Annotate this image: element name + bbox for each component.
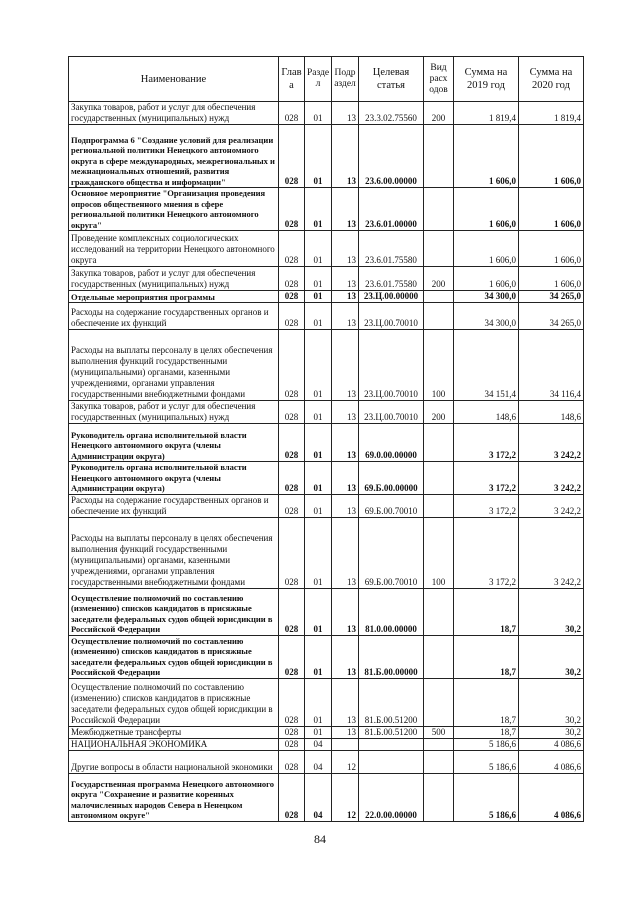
row-glava-cell: 028 — [279, 231, 305, 267]
row-razdel-cell: 01 — [305, 303, 332, 330]
row-vid-cell — [424, 588, 454, 635]
row-sum-2019-cell: 5 186,6 — [454, 738, 519, 750]
row-glava-cell: 028 — [279, 738, 305, 750]
header-article: Целевая статья — [359, 57, 424, 102]
row-name-cell: НАЦИОНАЛЬНАЯ ЭКОНОМИКА — [69, 738, 279, 750]
row-glava-cell: 028 — [279, 750, 305, 773]
row-vid-cell — [424, 750, 454, 773]
table-row — [69, 588, 584, 635]
row-sum-2020-cell: 30,2 — [519, 678, 584, 726]
row-sum-2020-cell: 4 086,6 — [519, 773, 584, 821]
row-article-cell: 81.0.00.00000 — [359, 588, 424, 635]
row-article-cell: 23.6.01.75580 — [359, 231, 424, 267]
table-row — [69, 330, 584, 401]
row-vid-cell — [424, 291, 454, 303]
row-razdel-cell: 01 — [305, 267, 332, 291]
row-razdel-cell: 01 — [305, 291, 332, 303]
row-sum-2019-cell: 1 819,4 — [454, 102, 519, 125]
row-razdel-cell: 04 — [305, 773, 332, 821]
row-razdel-cell: 01 — [305, 188, 332, 231]
table-row — [69, 750, 584, 773]
table-row — [69, 726, 584, 738]
row-sum-2019-cell: 18,7 — [454, 635, 519, 678]
row-sum-2019-cell: 1 606,0 — [454, 188, 519, 231]
row-name-cell: Государственная программа Ненецкого автономного округа "Сохранение и развитие коренных малочисленных народов Севера в Ненецком автономном округе" — [69, 773, 279, 821]
row-sum-2019-cell: 1 606,0 — [454, 125, 519, 188]
row-glava-cell: 028 — [279, 303, 305, 330]
row-name-cell: Осуществление полномочий по составлению (изменению) списков кандидатов в присяжные заседатели федеральных судов общей юрисдикции в Российской Федерации — [69, 588, 279, 635]
row-razdel-cell: 01 — [305, 231, 332, 267]
header-podrazdel: Подр аздел — [332, 57, 359, 102]
row-sum-2020-cell: 34 116,4 — [519, 330, 584, 401]
row-vid-cell — [424, 231, 454, 267]
row-podrazdel-cell — [332, 738, 359, 750]
row-sum-2019-cell: 148,6 — [454, 401, 519, 424]
row-vid-cell — [424, 188, 454, 231]
table-row — [69, 462, 584, 495]
row-glava-cell: 028 — [279, 424, 305, 462]
row-vid-cell — [424, 303, 454, 330]
row-sum-2019-cell: 34 151,4 — [454, 330, 519, 401]
row-name-cell: Межбюджетные трансферты — [69, 726, 279, 738]
row-sum-2020-cell: 148,6 — [519, 401, 584, 424]
table-row — [69, 231, 584, 267]
row-podrazdel-cell: 13 — [332, 494, 359, 517]
row-podrazdel-cell: 13 — [332, 267, 359, 291]
row-glava-cell: 028 — [279, 462, 305, 495]
row-article-cell: 23.Ц.00.70010 — [359, 330, 424, 401]
row-vid-cell: 200 — [424, 102, 454, 125]
row-razdel-cell: 01 — [305, 726, 332, 738]
table-row — [69, 635, 584, 678]
table-row — [69, 291, 584, 303]
table-row — [69, 102, 584, 125]
row-article-cell: 23.Ц.00.00000 — [359, 291, 424, 303]
row-vid-cell: 100 — [424, 517, 454, 588]
row-glava-cell: 028 — [279, 494, 305, 517]
row-article-cell: 81.Б.00.51200 — [359, 726, 424, 738]
row-razdel-cell: 04 — [305, 738, 332, 750]
row-name-cell: Расходы на содержание государственных органов и обеспечение их функций — [69, 494, 279, 517]
row-article-cell: 69.Б.00.70010 — [359, 494, 424, 517]
row-sum-2020-cell: 30,2 — [519, 726, 584, 738]
row-podrazdel-cell: 13 — [332, 726, 359, 738]
table-row — [69, 188, 584, 231]
row-article-cell: 69.Б.00.70010 — [359, 517, 424, 588]
row-razdel-cell: 01 — [305, 125, 332, 188]
row-article-cell: 23.6.01.75580 — [359, 267, 424, 291]
row-sum-2019-cell: 1 606,0 — [454, 231, 519, 267]
row-sum-2020-cell: 3 242,2 — [519, 494, 584, 517]
header-name: Наименование — [69, 57, 279, 102]
row-article-cell: 23.6.01.00000 — [359, 188, 424, 231]
row-podrazdel-cell: 13 — [332, 102, 359, 125]
row-sum-2019-cell: 18,7 — [454, 588, 519, 635]
header-sum-2019: Сумма на 2019 год — [454, 57, 519, 102]
row-sum-2019-cell: 1 606,0 — [454, 267, 519, 291]
row-vid-cell — [424, 462, 454, 495]
row-vid-cell: 200 — [424, 401, 454, 424]
header-vid: Вид расх одов — [424, 57, 454, 102]
row-glava-cell: 028 — [279, 588, 305, 635]
row-podrazdel-cell: 13 — [332, 462, 359, 495]
row-sum-2020-cell: 4 086,6 — [519, 750, 584, 773]
table-header-row — [69, 57, 584, 102]
row-podrazdel-cell: 13 — [332, 401, 359, 424]
row-vid-cell: 500 — [424, 726, 454, 738]
row-podrazdel-cell: 13 — [332, 125, 359, 188]
row-sum-2020-cell: 4 086,6 — [519, 738, 584, 750]
row-sum-2019-cell: 34 300,0 — [454, 291, 519, 303]
table-row — [69, 401, 584, 424]
row-glava-cell: 028 — [279, 188, 305, 231]
row-name-cell: Расходы на выплаты персоналу в целях обеспечения выполнения функций государственными (муниципальными) органами, казенными учреждениями, органами управления государственными внебюджетными фондами — [69, 330, 279, 401]
row-sum-2020-cell: 1 819,4 — [519, 102, 584, 125]
row-name-cell: Закупка товаров, работ и услуг для обеспечения государственных (муниципальных) нужд — [69, 267, 279, 291]
row-article-cell: 81.Б.00.51200 — [359, 678, 424, 726]
header-sum-2020: Сумма на 2020 год — [519, 57, 584, 102]
row-podrazdel-cell: 13 — [332, 424, 359, 462]
table-row — [69, 424, 584, 462]
row-article-cell: 69.0.00.00000 — [359, 424, 424, 462]
row-article-cell — [359, 738, 424, 750]
row-sum-2019-cell: 5 186,6 — [454, 773, 519, 821]
row-glava-cell: 028 — [279, 125, 305, 188]
row-name-cell: Руководитель органа исполнительной власти Ненецкого автономного округа (члены Администрации округа) — [69, 462, 279, 495]
row-sum-2020-cell: 34 265,0 — [519, 303, 584, 330]
row-podrazdel-cell: 13 — [332, 330, 359, 401]
row-glava-cell: 028 — [279, 517, 305, 588]
row-sum-2019-cell: 18,7 — [454, 678, 519, 726]
row-sum-2020-cell: 1 606,0 — [519, 125, 584, 188]
row-podrazdel-cell: 12 — [332, 750, 359, 773]
row-vid-cell — [424, 773, 454, 821]
row-name-cell: Подпрограмма 6 "Создание условий для реализации региональной политики Ненецкого автономного округа в сфере международных, межрегиональных и межнациональных отношений, развития гражданского общества и информации" — [69, 125, 279, 188]
row-article-cell: 23.Ц.00.70010 — [359, 401, 424, 424]
row-sum-2019-cell: 34 300,0 — [454, 303, 519, 330]
budget-table-sheet — [68, 56, 583, 822]
row-vid-cell — [424, 635, 454, 678]
row-vid-cell: 100 — [424, 330, 454, 401]
row-podrazdel-cell: 12 — [332, 773, 359, 821]
row-name-cell: Осуществление полномочий по составлению (изменению) списков кандидатов в присяжные заседатели федеральных судов общей юрисдикции в Российской Федерации — [69, 635, 279, 678]
table-row — [69, 494, 584, 517]
row-article-cell: 23.6.00.00000 — [359, 125, 424, 188]
row-vid-cell — [424, 125, 454, 188]
row-podrazdel-cell: 13 — [332, 517, 359, 588]
row-podrazdel-cell: 13 — [332, 188, 359, 231]
row-article-cell: 23.3.02.75560 — [359, 102, 424, 125]
row-sum-2019-cell: 3 172,2 — [454, 494, 519, 517]
row-name-cell: Руководитель органа исполнительной власти Ненецкого автономного округа (члены Администрации округа) — [69, 424, 279, 462]
row-sum-2020-cell: 3 242,2 — [519, 462, 584, 495]
row-razdel-cell: 01 — [305, 462, 332, 495]
row-sum-2019-cell: 3 172,2 — [454, 424, 519, 462]
table-row — [69, 738, 584, 750]
row-name-cell: Проведение комплексных социологических исследований на территории Ненецкого автономного округа — [69, 231, 279, 267]
row-article-cell: 69.Б.00.00000 — [359, 462, 424, 495]
row-sum-2020-cell: 1 606,0 — [519, 267, 584, 291]
row-podrazdel-cell: 13 — [332, 291, 359, 303]
row-podrazdel-cell: 13 — [332, 588, 359, 635]
table-row — [69, 303, 584, 330]
row-glava-cell: 028 — [279, 401, 305, 424]
row-sum-2020-cell: 34 265,0 — [519, 291, 584, 303]
row-sum-2020-cell: 1 606,0 — [519, 188, 584, 231]
row-article-cell: 81.Б.00.00000 — [359, 635, 424, 678]
row-razdel-cell: 01 — [305, 588, 332, 635]
table-row — [69, 125, 584, 188]
row-vid-cell — [424, 424, 454, 462]
row-glava-cell: 028 — [279, 726, 305, 738]
row-glava-cell: 028 — [279, 330, 305, 401]
table-body — [69, 102, 584, 822]
row-razdel-cell: 04 — [305, 750, 332, 773]
row-razdel-cell: 01 — [305, 517, 332, 588]
row-name-cell: Другие вопросы в области национальной экономики — [69, 750, 279, 773]
row-sum-2020-cell: 30,2 — [519, 635, 584, 678]
row-razdel-cell: 01 — [305, 330, 332, 401]
row-glava-cell: 028 — [279, 635, 305, 678]
row-glava-cell: 028 — [279, 678, 305, 726]
row-sum-2019-cell: 3 172,2 — [454, 462, 519, 495]
row-article-cell: 23.Ц.00.70010 — [359, 303, 424, 330]
row-razdel-cell: 01 — [305, 424, 332, 462]
row-name-cell: Расходы на содержание государственных органов и обеспечение их функций — [69, 303, 279, 330]
row-sum-2020-cell: 1 606,0 — [519, 231, 584, 267]
row-name-cell: Расходы на выплаты персоналу в целях обеспечения выполнения функций государственными (муниципальными) органами, казенными учреждениями, органами управления государственными внебюджетными фондами — [69, 517, 279, 588]
row-article-cell: 22.0.00.00000 — [359, 773, 424, 821]
table-row — [69, 267, 584, 291]
row-razdel-cell: 01 — [305, 494, 332, 517]
row-podrazdel-cell: 13 — [332, 231, 359, 267]
row-podrazdel-cell: 13 — [332, 303, 359, 330]
row-podrazdel-cell: 13 — [332, 635, 359, 678]
row-podrazdel-cell: 13 — [332, 678, 359, 726]
row-sum-2020-cell: 30,2 — [519, 588, 584, 635]
row-glava-cell: 028 — [279, 267, 305, 291]
table-row — [69, 773, 584, 821]
row-vid-cell: 200 — [424, 267, 454, 291]
row-razdel-cell: 01 — [305, 401, 332, 424]
row-sum-2019-cell: 18,7 — [454, 726, 519, 738]
table-row — [69, 517, 584, 588]
page-number: 84 — [314, 832, 326, 846]
row-sum-2020-cell: 3 242,2 — [519, 424, 584, 462]
row-glava-cell: 028 — [279, 773, 305, 821]
row-name-cell: Отдельные мероприятия программы — [69, 291, 279, 303]
row-sum-2019-cell: 3 172,2 — [454, 517, 519, 588]
row-article-cell — [359, 750, 424, 773]
row-sum-2019-cell: 5 186,6 — [454, 750, 519, 773]
row-vid-cell — [424, 494, 454, 517]
header-razdel: Разде л — [305, 57, 332, 102]
row-name-cell: Осуществление полномочий по составлению (изменению) списков кандидатов в присяжные заседатели федеральных судов общей юрисдикции в Российской Федерации — [69, 678, 279, 726]
row-razdel-cell: 01 — [305, 102, 332, 125]
row-vid-cell — [424, 678, 454, 726]
row-glava-cell: 028 — [279, 291, 305, 303]
row-razdel-cell: 01 — [305, 678, 332, 726]
row-name-cell: Закупка товаров, работ и услуг для обеспечения государственных (муниципальных) нужд — [69, 102, 279, 125]
table-row — [69, 678, 584, 726]
row-glava-cell: 028 — [279, 102, 305, 125]
row-razdel-cell: 01 — [305, 635, 332, 678]
row-name-cell: Основное мероприятие "Организация проведения опросов общественного мнения в сфере региональной политики Ненецкого автономного округа" — [69, 188, 279, 231]
row-vid-cell — [424, 738, 454, 750]
budget-table — [68, 56, 584, 822]
header-glava: Глав а — [279, 57, 305, 102]
row-name-cell: Закупка товаров, работ и услуг для обеспечения государственных (муниципальных) нужд — [69, 401, 279, 424]
row-sum-2020-cell: 3 242,2 — [519, 517, 584, 588]
